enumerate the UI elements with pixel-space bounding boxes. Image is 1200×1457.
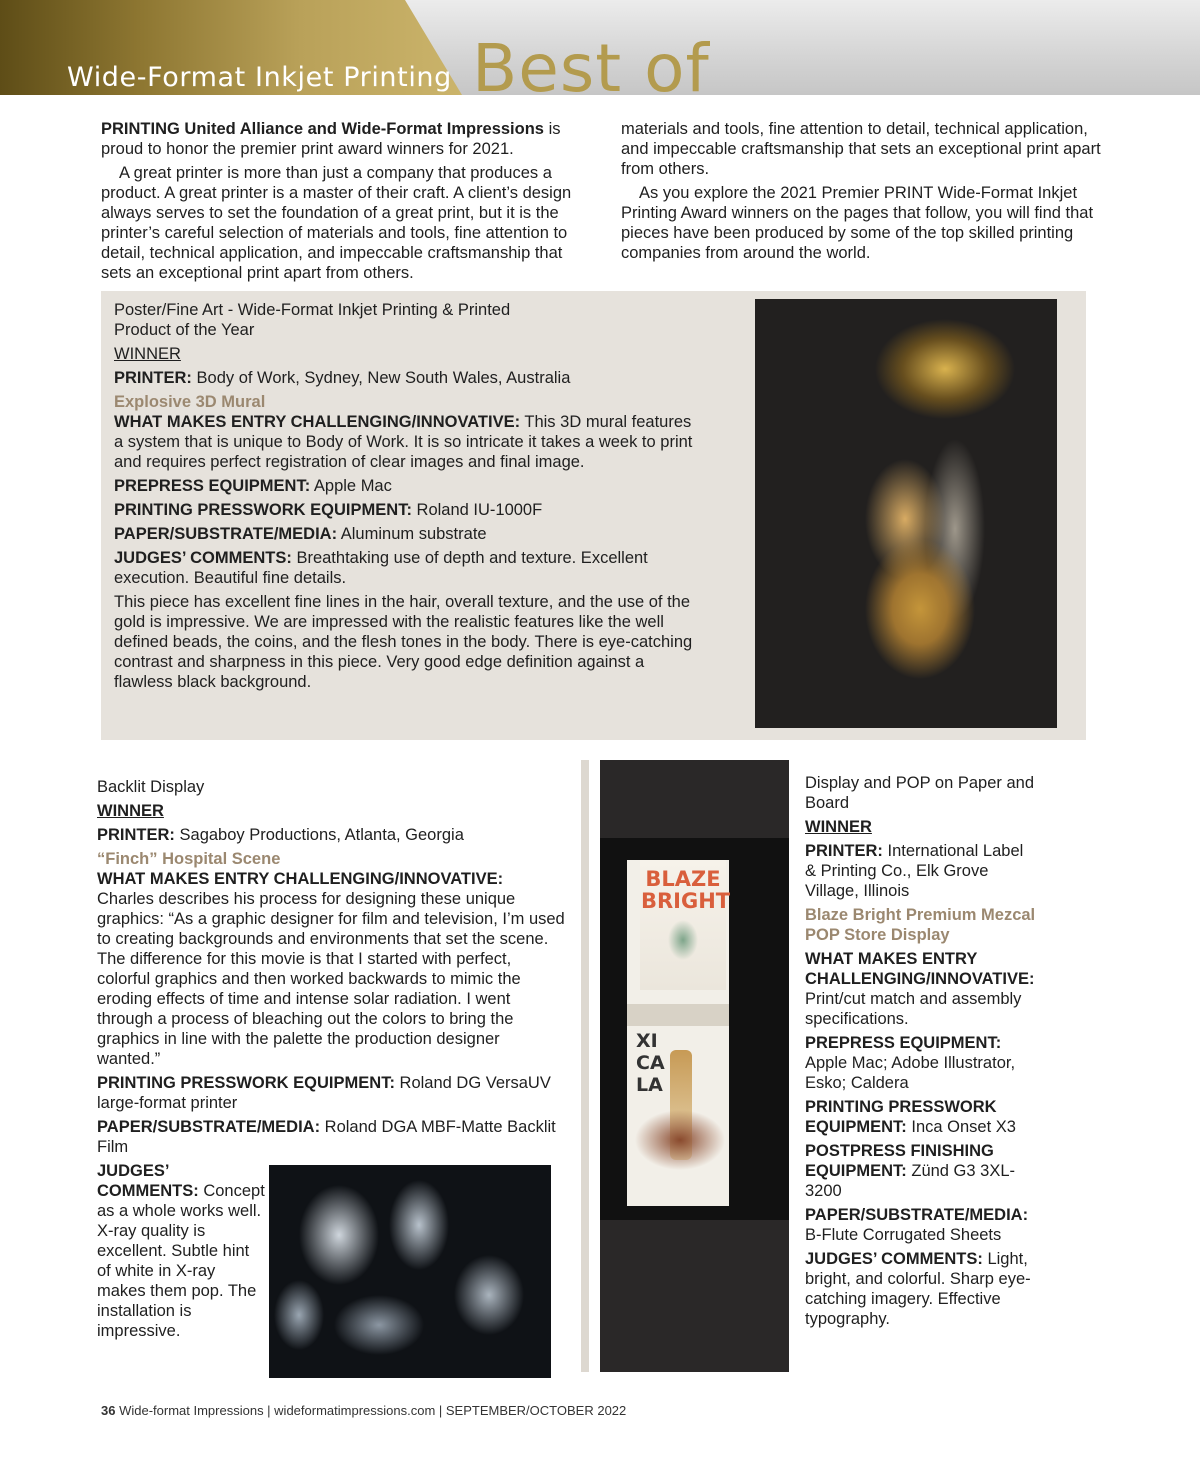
intro-lead-rest: is proud to honor the premier print award winners for 2021. bbox=[101, 120, 561, 158]
intro-column-left bbox=[101, 119, 581, 282]
postpress-line bbox=[805, 1141, 1037, 1201]
printer-line bbox=[114, 368, 694, 388]
challenge-text: Print/cut match and assembly specifications. bbox=[805, 990, 1022, 1028]
agave-graphic bbox=[668, 920, 698, 960]
entry-category: Poster/Fine Art - Wide-Format Inkjet Printing & Printed Product of the Year bbox=[114, 301, 511, 339]
paper-value: Roland DGA MBF-Matte Backlit Film bbox=[97, 1118, 556, 1156]
judges-text: Concept as a whole works well. X-ray quality is excellent. Subtle hint of white in X-ray makes them pop. The installation is impressive. bbox=[97, 1182, 265, 1340]
prepress-line bbox=[805, 1033, 1037, 1093]
award-label: WINNER bbox=[114, 345, 181, 363]
printer-name: International Label & Printing Co., Elk Grove Village, Illinois bbox=[805, 842, 1024, 900]
judges-line bbox=[114, 548, 694, 588]
printer-name: Body of Work, Sydney, New South Wales, Australia bbox=[196, 369, 571, 387]
challenge-text: This 3D mural features a system that is unique to Body of Work. It is so intricate it takes a week to print and requires perfect registration of clear images and final image. bbox=[114, 413, 693, 471]
intro-column-right bbox=[621, 119, 1101, 263]
judges-text: Light, bright, and colorful. Sharp eye-catching imagery. Effective typography. bbox=[805, 1250, 1031, 1328]
backlit-judges-comments bbox=[97, 1161, 267, 1341]
intro-paragraph-3: As you explore the 2021 Premier PRINT Wide-Format Inkjet Printing Award winners on the pages that follow, you will find that pieces have been produced by some of the top skilled printing companies from around the world. bbox=[621, 184, 1094, 262]
presswork-line bbox=[805, 1097, 1037, 1137]
presswork-line bbox=[114, 500, 694, 520]
paper-line bbox=[114, 524, 694, 544]
judges-label: JUDGES’ COMMENTS: bbox=[805, 1250, 983, 1268]
paper-line bbox=[97, 1117, 577, 1157]
printer-label: PRINTER: bbox=[805, 842, 883, 860]
printer-name: Sagaboy Productions, Atlanta, Georgia bbox=[179, 826, 464, 844]
backlit-entry-text bbox=[97, 777, 577, 1157]
intro-paragraph-2-continued: materials and tools, fine attention to detail, technical application, and impeccable craftsmanship that sets an exceptional print apart from others. bbox=[621, 120, 1101, 178]
presswork-value: Roland DG VersaUV large-format printer bbox=[97, 1074, 551, 1112]
challenge-line bbox=[805, 949, 1037, 1029]
entry-category: Display and POP on Paper and Board bbox=[805, 774, 1035, 812]
paper-line bbox=[805, 1205, 1037, 1245]
postpress-label: POSTPRESS FINISHING EQUIPMENT: bbox=[805, 1142, 994, 1180]
challenge-line bbox=[114, 412, 694, 472]
printer-line bbox=[97, 825, 577, 845]
pop-display-band bbox=[627, 1004, 729, 1026]
prepress-label: PREPRESS EQUIPMENT: bbox=[114, 477, 311, 495]
judges-text: Breathtaking use of depth and texture. Excellent execution. Beautiful fine details. bbox=[114, 549, 648, 587]
paper-label: PAPER/SUBSTRATE/MEDIA: bbox=[97, 1118, 321, 1136]
presswork-label: PRINTING PRESSWORK EQUIPMENT: bbox=[805, 1098, 997, 1136]
printer-label: PRINTER: bbox=[97, 826, 175, 844]
judges-label: JUDGES’ COMMENTS: bbox=[114, 549, 292, 567]
printer-label: PRINTER: bbox=[114, 369, 192, 387]
page-footer bbox=[101, 1403, 626, 1419]
judges-label: JUDGES’ COMMENTS: bbox=[97, 1162, 199, 1200]
column-divider bbox=[581, 760, 589, 1372]
entry-title: “Finch” Hospital Scene bbox=[97, 850, 281, 868]
award-label: WINNER bbox=[97, 802, 164, 820]
entry-title: Blaze Bright Premium Mezcal POP Store Display bbox=[805, 906, 1036, 944]
prepress-label: PREPRESS EQUIPMENT: bbox=[805, 1034, 1002, 1052]
intro-lead bbox=[101, 119, 581, 159]
pop-display-logo-text: XI CA LA bbox=[636, 1030, 665, 1096]
entry-category: Backlit Display bbox=[97, 778, 205, 796]
challenge-label: WHAT MAKES ENTRY CHALLENGING/INNOVATIVE: bbox=[805, 950, 1035, 988]
presswork-value: Inca Onset X3 bbox=[911, 1118, 1016, 1136]
hospital-scene-photo bbox=[269, 1165, 551, 1378]
judges-line bbox=[97, 1161, 267, 1341]
page-title: Best of bbox=[472, 30, 710, 107]
presswork-label: PRINTING PRESSWORK EQUIPMENT: bbox=[114, 501, 412, 519]
judges-line bbox=[805, 1249, 1037, 1329]
entry-title: Explosive 3D Mural bbox=[114, 393, 266, 411]
presswork-value: Roland IU-1000F bbox=[416, 501, 543, 519]
page-number: 36 bbox=[101, 1403, 116, 1418]
fine-art-mural-photo bbox=[755, 299, 1057, 728]
paper-value: Aluminum substrate bbox=[340, 525, 487, 543]
intro-lead-bold: PRINTING United Alliance and Wide-Format Impressions bbox=[101, 120, 544, 138]
challenge-label: WHAT MAKES ENTRY CHALLENGING/INNOVATIVE: bbox=[97, 870, 504, 888]
paper-label: PAPER/SUBSTRATE/MEDIA: bbox=[805, 1206, 1029, 1224]
postpress-value: Zünd G3 3XL-3200 bbox=[805, 1162, 1015, 1200]
challenge-text: Charles describes his process for designing these unique graphics: “As a graphic designer for film and television, I’m used to creating backgrounds and environments that set the scene. The difference for this movie is that I started with perfect, colorful graphics and then worked backwards to mimic the eroding effects of time and intense solar radiation. I went through a process of bleaching out the colors to bring the graphics in line with the palette the production designer wanted.” bbox=[97, 890, 565, 1068]
section-category: Wide-Format Inkjet Printing bbox=[67, 62, 452, 93]
presswork-line bbox=[97, 1073, 577, 1113]
pop-display-brand-text: BLAZE BRIGHT bbox=[641, 867, 731, 913]
fruit-graphic bbox=[635, 1110, 725, 1170]
footer-text: Wide-format Impressions | wideformatimpressions.com | SEPTEMBER/OCTOBER 2022 bbox=[119, 1403, 627, 1418]
prepress-line bbox=[114, 476, 694, 496]
presswork-label: PRINTING PRESSWORK EQUIPMENT: bbox=[97, 1074, 395, 1092]
judges-text-2: This piece has excellent fine lines in the hair, overall texture, and the use of the gold is impressive. We are impressed with the realistic features like the well defined beads, the coins, and the flesh tones in the body. There is eye-catching contrast and sharpness in this piece. Very good edge definition against a flawless black background. bbox=[114, 593, 693, 691]
display-entry-text bbox=[805, 773, 1037, 1329]
prepress-value: Apple Mac bbox=[313, 477, 392, 495]
feature-entry-text bbox=[114, 300, 694, 692]
challenge-label: WHAT MAKES ENTRY CHALLENGING/INNOVATIVE: bbox=[114, 413, 521, 431]
printer-line bbox=[805, 841, 1037, 901]
paper-value: B-Flute Corrugated Sheets bbox=[805, 1226, 1002, 1244]
paper-label: PAPER/SUBSTRATE/MEDIA: bbox=[114, 525, 338, 543]
award-label: WINNER bbox=[805, 818, 872, 836]
prepress-value: Apple Mac; Adobe Illustrator, Esko; Caldera bbox=[805, 1054, 1016, 1092]
intro-paragraph-2: A great printer is more than just a company that produces a product. A great printer is a master of their craft. A client’s design always serves to set the foundation of a great print, but it is the printer’s careful selection of materials and tools, fine attention to detail, technical application, and impeccable craftsmanship that sets an exceptional print apart from others. bbox=[101, 164, 572, 282]
